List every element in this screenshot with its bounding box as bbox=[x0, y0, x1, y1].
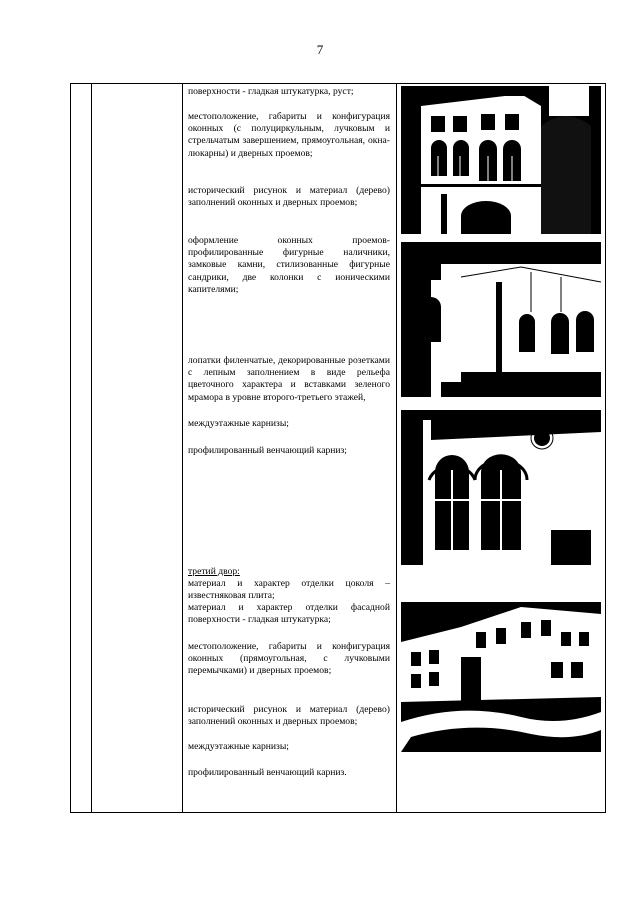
paragraph-window-fillings: исторический рисунок и материал (дерево) заполнений оконных и дверных проемов; bbox=[188, 185, 390, 209]
paragraph-facade-finish: материал и характер отделки фасадной поверхности - гладкая штукатурка; bbox=[188, 602, 390, 626]
paragraph-crowning-cornice: профилированный венчающий карниз; bbox=[188, 445, 347, 456]
paragraph-facade-surface: поверхности - гладкая штукатурка, руст; bbox=[188, 86, 354, 97]
paragraph-window-openings: местоположение, габариты и конфигурация оконных (с полуциркульным, лучковым и стрельчатым завершением, прямоугольная, окна-люкарны) и дверных проемов; bbox=[188, 111, 390, 159]
facade-photo-1 bbox=[401, 86, 601, 234]
section-heading-third-yard: третий двор: bbox=[188, 566, 240, 577]
paragraph-pilasters: лопатки филенчатые, декорированные розетками с лепным заполнением в виде рельефа цветочного характера и вставками зеленого мрамора в уровне второго-третьего этажей, bbox=[188, 355, 390, 403]
page-number: 7 bbox=[316, 42, 324, 57]
courtyard-photo bbox=[401, 602, 601, 752]
paragraph-cornices: междуэтажные карнизы; bbox=[188, 418, 289, 429]
paragraph-plinth: материал и характер отделки цоколя – известняковая плита; bbox=[188, 578, 390, 602]
paragraph-window-openings-2: местоположение, габариты и конфигурация оконных (прямоугольная, с лучковыми перемычками) и дверных проемов; bbox=[188, 641, 390, 677]
paragraph-cornices-2: междуэтажные карнизы; bbox=[188, 741, 289, 752]
paragraph-crowning-cornice-2: профилированный венчающий карниз. bbox=[188, 767, 347, 778]
paragraph-window-fillings-2: исторический рисунок и материал (дерево) заполнений оконных и дверных проемов; bbox=[188, 704, 390, 728]
paragraph-window-decor: оформление оконных проемов-профилированные фигурные наличники, замковые камни, стилизованные фигурные сандрики, две колонки с ионическими капителями; bbox=[188, 235, 390, 295]
facade-photo-3 bbox=[401, 410, 601, 565]
facade-photo-2 bbox=[401, 242, 601, 397]
